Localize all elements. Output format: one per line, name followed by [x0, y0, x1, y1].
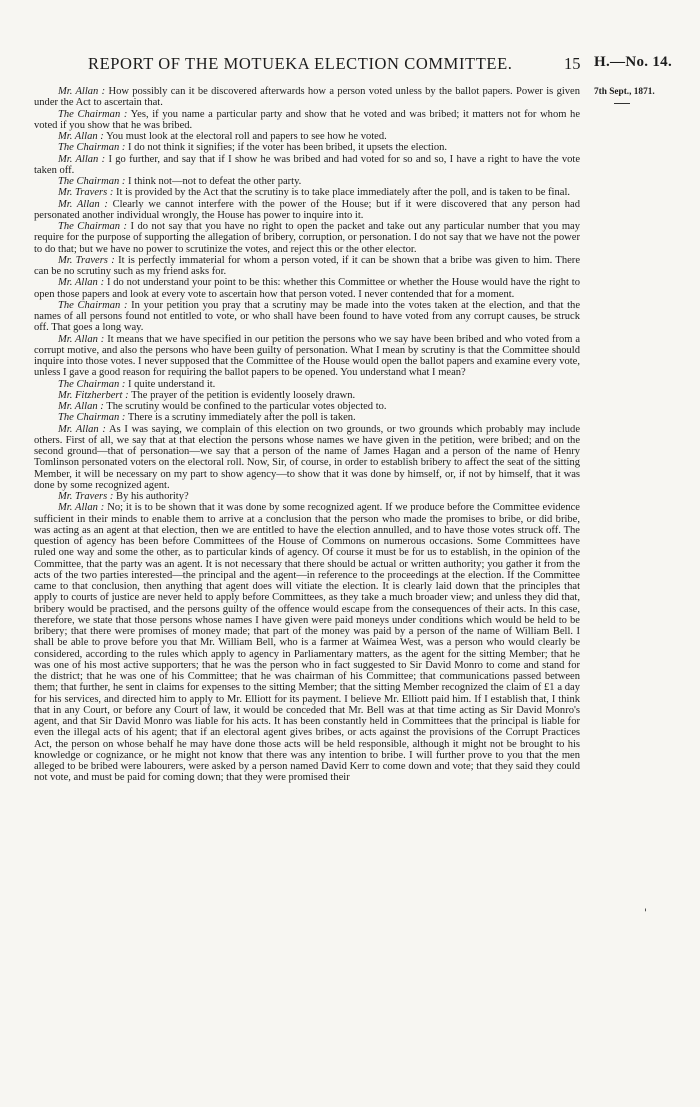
testimony-paragraph	[34, 187, 580, 198]
speaker-name: Mr. Allan :	[58, 131, 104, 142]
testimony-paragraph	[34, 109, 580, 132]
testimony-paragraph	[34, 491, 580, 502]
speaker-name: Mr. Fitzherbert :	[58, 389, 129, 401]
speech-text: I think not—not to defeat the other party.	[128, 176, 302, 187]
testimony-paragraph	[34, 300, 580, 334]
speech-text: Clearly we cannot interfere with the power of the House; but if it were discovered that any person had personated another individual wrongly, the House has power to inquire into it.	[34, 198, 580, 221]
testimony-paragraph	[34, 176, 580, 187]
speaker-name: Mr. Allan :	[58, 86, 106, 97]
testimony-paragraph	[34, 401, 580, 412]
speech-text: The prayer of the petition is evidently loosely drawn.	[131, 389, 356, 401]
speaker-name: The Chairman :	[58, 412, 126, 424]
document-body	[34, 86, 580, 784]
speech-text: It is provided by the Act that the scrutiny is to take place immediately after the poll, and is taken to be final.	[116, 187, 571, 199]
speaker-name: Mr. Allan :	[58, 333, 105, 345]
speech-text: Yes, if you name a particular party and show that he voted and was bribed; it matters not for whom he voted if you show that he was bribed.	[34, 108, 581, 131]
testimony-paragraph	[34, 154, 580, 177]
margin-mark: '	[644, 908, 647, 919]
testimony-paragraph	[34, 502, 580, 783]
speaker-name: Mr. Allan :	[58, 153, 106, 165]
speech-text: I do not understand your point to be this: whether this Committee or whether the House would have the right to open those papers and look at every vote to ascertain how that person voted. I never contended that for a moment.	[34, 277, 580, 300]
margin-date-note: 7th Sept., 1871.	[594, 87, 655, 97]
speech-text: By his authority?	[116, 491, 189, 502]
speaker-name: Mr. Allan :	[58, 198, 108, 210]
speaker-name: The Chairman :	[58, 378, 126, 390]
testimony-paragraph	[34, 199, 580, 222]
testimony-paragraph	[34, 379, 580, 390]
speaker-name: Mr. Allan :	[58, 401, 104, 412]
speech-text: I go further, and say that if I show he was bribed and had voted for so and so, I have a right to have the vote taken off.	[34, 153, 581, 176]
speech-text: I do not say that you have no right to open the packet and take out any particular number that you may require for the purpose of supporting the allegation of bribery, corruption, or personation. I do not say that we have not the power to do that; but we have no power to scrutinize the votes, and reject this or the other elector.	[34, 221, 580, 255]
speaker-name: Mr. Allan :	[58, 277, 105, 289]
speaker-name: The Chairman :	[58, 221, 128, 232]
speaker-name: Mr. Allan :	[58, 423, 106, 435]
speaker-name: The Chairman :	[58, 142, 126, 154]
speech-text: You must look at the electoral roll and papers to see how he voted.	[106, 131, 387, 142]
speech-text: I quite understand it.	[128, 378, 216, 390]
speech-text: No; it is to be shown that it was done by some recognized agent. If we produce before the Committee evidence sufficient in their minds to enable them to arrive at a conclusion that the person who made the promises to bribe, or did bribe, was acting as an agent at that election, then we are entitled to have the election annulled, and to have those votes struck off. The question of agency has been before Committees of the House of Commons on numerous occasions. Some Committees have ruled one way and some the other, as to particular kinds of agency. Of course it must be for us to establish, in the opinion of the Committee, that the party was an agent. It is not necessary that there should be actual or written authority; you gather it from the acts of the two parties interested—the principal and the agent—in reference to the proceedings at the election. If the Committee came to that conclusion, then anything that agent does will vitiate the election. It is clearly laid down that the principles that apply to courts of justice are never held to apply before Committees, as they take a much broader view; and unless they did that, bribery would be practised, and the persons guilty of the offence would escape from the consequences of their acts. In this case, therefore, we state that those persons whose names I have given were paid moneys under conditions which would be held to be bribery; that there were promises of money made; that part of the money was paid by a person of the name of William Bell. I shall be able to prove before you that Mr. William Bell, who is a farmer at Waimea West, was a person who would clearly be considered, according to the rules which apply to agency in Parliamentary matters, as the agent for the sitting Member; that he was one of his most active supporters; that he was the person who in fact suggested to Sir David Monro to come and stand for the district; that he was one of his Committee; that he was chairman of his Committee; that communications passed between them; that further, he sent in claims for expenses to the sitting Member; that the sitting Member recognized the claim of £1 a day for his services, and directed him to apply to Mr. Elliott for its payment. I believe Mr. Elliott paid him. If I establish that, I think that in any Court, or before any Court of law, it would be conceded that Mr. Bell was at that time acting as Sir David Monro's agent, and that Sir David Monro was liable for his acts. It has been constantly held in Committees that the principal is liable for even the illegal acts of his agent; that if an electoral agent gives bribes, or acts against the provisions of the Corrupt Practices Act, the person on whose behalf he may have done those acts will be held responsible, although it might not be brought to his knowledge or cognizance, or he might not know that there was any intention to bribe. I will further prove to you that the men alleged to be bribed were labourers, were asked by a person named David Kerr to come down and vote; that they said they could not vote, and must be paid for coming down; that they were promised their	[34, 502, 580, 784]
running-header	[60, 54, 680, 76]
speaker-name: Mr. Travers :	[58, 491, 114, 502]
speech-text: It means that we have specified in our petition the persons who we say have been bribed and who voted from a corrupt motive, and also the persons who have been guilty of personation. What I mean by scrutiny is that the Committee should inquire into those votes. I never supposed that the Committee of the House would open the ballot papers and examine every vote, unless I gave a good reason for requiring the ballot papers to be opened. You understand what I mean?	[34, 333, 581, 379]
speech-text: I do not think it signifies; if the voter has been bribed, it upsets the election.	[128, 142, 448, 154]
testimony-paragraph	[34, 255, 580, 278]
speaker-name: The Chairman :	[58, 299, 128, 311]
document-reference: H.—No. 14.	[594, 54, 672, 70]
testimony-paragraph	[34, 221, 580, 255]
testimony-paragraph	[34, 424, 580, 492]
report-title: REPORT OF THE MOTUEKA ELECTION COMMITTEE.	[88, 54, 513, 73]
speech-text: As I was saying, we complain of this election on two grounds, or two grounds which probably may include others. First of all, we say that at that election the persons whose names we have given in the petition, were bribed; and on the second ground—that of personation—we say that a person of the name of James Hagan and a person of the name of Henry Tomlinson personated voters on the electoral roll. Now, Sir, of course, in order to establish bribery to affect the seat of the sitting Member, it will be necessary on my part to show agency—to show that it was done by himself, or, if not by himself, that it was done by some recognized agent.	[34, 423, 581, 491]
testimony-paragraph	[34, 334, 580, 379]
page-number: 15	[564, 54, 581, 73]
testimony-paragraph	[34, 142, 580, 153]
testimony-paragraph	[34, 131, 580, 142]
speech-text: The scrutiny would be confined to the particular votes objected to.	[106, 401, 387, 412]
testimony-paragraph	[34, 412, 580, 423]
testimony-paragraph	[34, 390, 580, 401]
speech-text: It is perfectly immaterial for whom a person voted, if it can be shown that a bribe was given to him. There can be no scrutiny such as my friend asks for.	[34, 254, 581, 277]
speaker-name: The Chairman :	[58, 108, 128, 120]
speech-text: In your petition you pray that a scrutiny may be made into the votes taken at the election, and that the names of all persons found not entitled to vote, or who shall have been found to have voted from any corrupt causes, be struck off. That goes a long way.	[34, 299, 580, 334]
speaker-name: Mr. Travers :	[58, 254, 115, 266]
speech-text: There is a scrutiny immediately after the poll is taken.	[127, 412, 356, 424]
speaker-name: Mr. Travers :	[58, 187, 114, 199]
speech-text: How possibly can it be discovered afterwards how a person voted unless by the ballot papers. Power is given under the Act to ascertain that.	[34, 86, 581, 109]
speaker-name: The Chairman :	[58, 176, 126, 187]
testimony-paragraph	[34, 277, 580, 300]
speaker-name: Mr. Allan :	[58, 502, 105, 514]
testimony-paragraph	[34, 86, 580, 109]
margin-rule	[614, 103, 630, 104]
